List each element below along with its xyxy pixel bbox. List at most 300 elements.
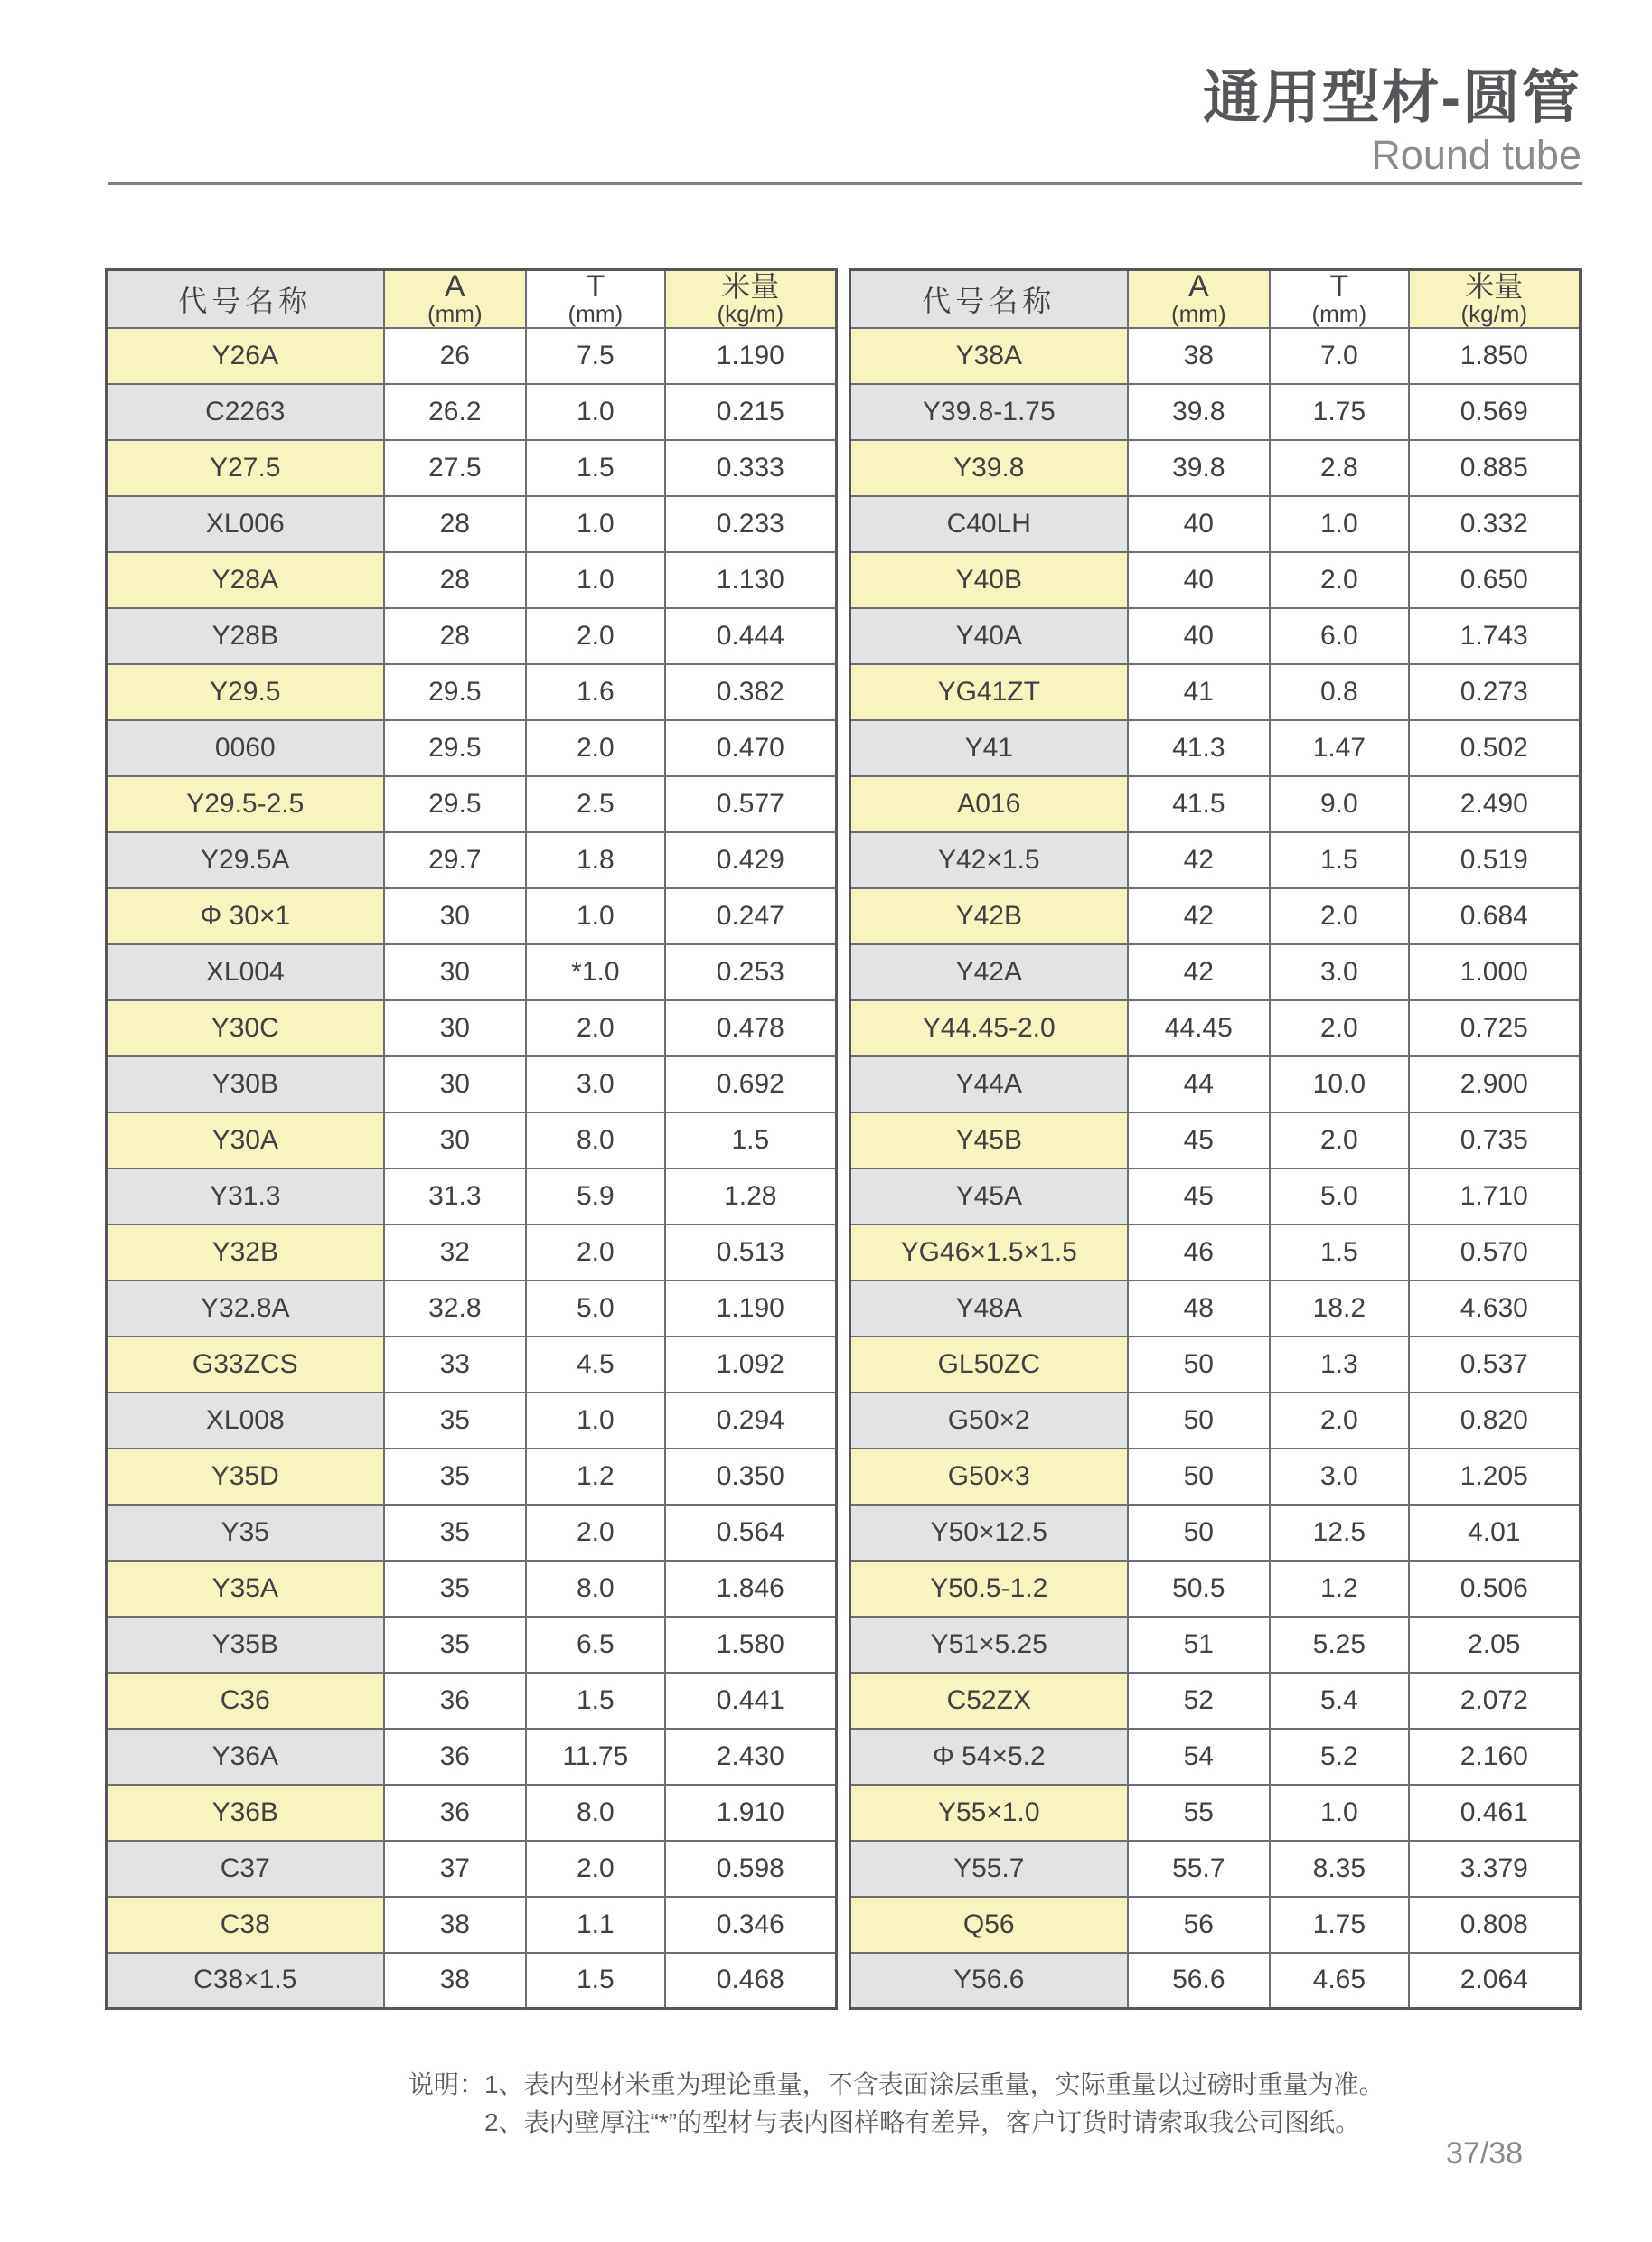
cell-t: 2.0 (1270, 1393, 1409, 1449)
table-header-row (850, 270, 1581, 328)
cell-t: 1.0 (526, 888, 665, 944)
cell-t: 1.5 (526, 1673, 665, 1729)
cell-t: 2.0 (526, 1224, 665, 1280)
cell-a: 30 (384, 1000, 527, 1056)
cell-t: 3.0 (526, 1056, 665, 1112)
cell-m: 0.215 (665, 384, 837, 440)
cell-a: 42 (1128, 832, 1271, 888)
cell-m: 1.28 (665, 1168, 837, 1224)
table-row (107, 1168, 837, 1224)
cell-t: 7.5 (526, 328, 665, 384)
cell-t: 8.0 (526, 1561, 665, 1617)
cell-m: 1.710 (1409, 1168, 1581, 1224)
cell-a: 50 (1128, 1393, 1271, 1449)
cell-m: 2.490 (1409, 776, 1581, 832)
cell-name: Y35 (107, 1505, 384, 1561)
cell-m: 0.564 (665, 1505, 837, 1561)
cell-a: 36 (384, 1785, 527, 1841)
cell-m: 0.468 (665, 1953, 837, 2009)
table-row (107, 1673, 837, 1729)
cell-m: 0.735 (1409, 1112, 1581, 1168)
cell-name: C52ZX (850, 1673, 1128, 1729)
column-header-name: 代号名称 (107, 270, 384, 328)
cell-name: Y35B (107, 1617, 384, 1673)
cell-name: YG46×1.5×1.5 (850, 1224, 1128, 1280)
cell-t: 5.0 (1270, 1168, 1409, 1224)
cell-m: 2.05 (1409, 1617, 1581, 1673)
cell-a: 32 (384, 1224, 527, 1280)
cell-name: Y45A (850, 1168, 1128, 1224)
cell-a: 39.8 (1128, 384, 1271, 440)
cell-a: 39.8 (1128, 440, 1271, 496)
cell-t: 7.0 (1270, 328, 1409, 384)
cell-m: 0.820 (1409, 1393, 1581, 1449)
cell-t: 3.0 (1270, 944, 1409, 1000)
header-divider (108, 182, 1582, 185)
cell-name: XL006 (107, 496, 384, 552)
cell-m: 0.470 (665, 720, 837, 776)
cell-m: 0.350 (665, 1449, 837, 1505)
cell-t: 5.9 (526, 1168, 665, 1224)
cell-t: 1.75 (1270, 384, 1409, 440)
table-row (850, 1505, 1581, 1561)
cell-m: 1.580 (665, 1617, 837, 1673)
cell-t: 1.5 (526, 440, 665, 496)
cell-m: 1.130 (665, 552, 837, 608)
cell-t: 2.0 (1270, 1112, 1409, 1168)
table-row (850, 1449, 1581, 1505)
cell-t: 6.0 (1270, 608, 1409, 664)
cell-name: Y39.8-1.75 (850, 384, 1128, 440)
cell-a: 50 (1128, 1505, 1271, 1561)
table-row (107, 384, 837, 440)
cell-name: Y30A (107, 1112, 384, 1168)
cell-a: 38 (384, 1897, 527, 1953)
cell-t: 2.0 (526, 608, 665, 664)
cell-t: 1.75 (1270, 1897, 1409, 1953)
cell-name: Q56 (850, 1897, 1128, 1953)
cell-name: Y48A (850, 1280, 1128, 1337)
table-row (850, 1056, 1581, 1112)
cell-t: 5.2 (1270, 1729, 1409, 1785)
table-row (107, 776, 837, 832)
cell-a: 41.3 (1128, 720, 1271, 776)
footnotes (408, 2066, 1384, 2142)
cell-m: 0.577 (665, 776, 837, 832)
cell-a: 50.5 (1128, 1561, 1271, 1617)
page-header (1203, 0, 1582, 177)
table-row (850, 1561, 1581, 1617)
cell-a: 36 (384, 1673, 527, 1729)
table-row (107, 664, 837, 720)
table-row (850, 832, 1581, 888)
table-row (107, 1449, 837, 1505)
cell-a: 30 (384, 944, 527, 1000)
cell-a: 41.5 (1128, 776, 1271, 832)
table-row (107, 1785, 837, 1841)
cell-m: 0.294 (665, 1393, 837, 1449)
cell-name: Y28B (107, 608, 384, 664)
cell-name: Y32.8A (107, 1280, 384, 1337)
cell-a: 35 (384, 1561, 527, 1617)
cell-m: 3.379 (1409, 1841, 1581, 1897)
table-row (850, 1000, 1581, 1056)
column-header-a: A (mm) (1128, 270, 1271, 328)
table-row (850, 384, 1581, 440)
cell-m: 0.333 (665, 440, 837, 496)
cell-t: 1.0 (526, 384, 665, 440)
cell-m: 4.630 (1409, 1280, 1581, 1337)
table-row (850, 1393, 1581, 1449)
cell-name: Y44.45-2.0 (850, 1000, 1128, 1056)
cell-a: 45 (1128, 1112, 1271, 1168)
cell-name: G33ZCS (107, 1337, 384, 1393)
cell-a: 32.8 (384, 1280, 527, 1337)
column-header-t: T (mm) (1270, 270, 1409, 328)
cell-a: 29.5 (384, 776, 527, 832)
table-row (850, 496, 1581, 552)
table-row (850, 1224, 1581, 1280)
table-row (850, 1280, 1581, 1337)
cell-t: 2.8 (1270, 440, 1409, 496)
cell-name: Y36B (107, 1785, 384, 1841)
spec-table-left (105, 268, 838, 2010)
cell-name: C2263 (107, 384, 384, 440)
cell-m: 0.506 (1409, 1561, 1581, 1617)
cell-a: 35 (384, 1393, 527, 1449)
table-row (850, 608, 1581, 664)
cell-m: 1.910 (665, 1785, 837, 1841)
cell-t: 2.0 (526, 1505, 665, 1561)
cell-name: Y50.5-1.2 (850, 1561, 1128, 1617)
cell-m: 2.900 (1409, 1056, 1581, 1112)
table-row (107, 1337, 837, 1393)
cell-m: 0.519 (1409, 832, 1581, 888)
cell-name: Y42A (850, 944, 1128, 1000)
cell-m: 1.000 (1409, 944, 1581, 1000)
cell-a: 30 (384, 888, 527, 944)
cell-m: 1.850 (1409, 328, 1581, 384)
table-row (107, 1056, 837, 1112)
cell-t: 0.8 (1270, 664, 1409, 720)
cell-a: 42 (1128, 888, 1271, 944)
cell-name: Φ 30×1 (107, 888, 384, 944)
cell-t: 2.0 (1270, 1000, 1409, 1056)
cell-name: Y30B (107, 1056, 384, 1112)
table-row (107, 944, 837, 1000)
cell-m: 0.502 (1409, 720, 1581, 776)
cell-a: 51 (1128, 1617, 1271, 1673)
table-row (107, 328, 837, 384)
cell-a: 44 (1128, 1056, 1271, 1112)
cell-m: 0.650 (1409, 552, 1581, 608)
spec-table-right (849, 268, 1582, 2010)
cell-m: 1.846 (665, 1561, 837, 1617)
cell-t: 1.2 (526, 1449, 665, 1505)
table-header-row (107, 270, 837, 328)
cell-a: 26.2 (384, 384, 527, 440)
cell-name: 0060 (107, 720, 384, 776)
footnote-1: 说明：1、表内型材米重为理论重量，不含表面涂层重量，实际重量以过磅时重量为准。 (408, 2070, 1384, 2098)
cell-name: C36 (107, 1673, 384, 1729)
cell-name: Y27.5 (107, 440, 384, 496)
cell-a: 45 (1128, 1168, 1271, 1224)
table-row (107, 1280, 837, 1337)
cell-t: 1.1 (526, 1897, 665, 1953)
table-row (850, 1673, 1581, 1729)
cell-t: 4.65 (1270, 1953, 1409, 2009)
cell-a: 40 (1128, 608, 1271, 664)
cell-name: Y30C (107, 1000, 384, 1056)
cell-name: Y31.3 (107, 1168, 384, 1224)
cell-m: 1.092 (665, 1337, 837, 1393)
cell-a: 50 (1128, 1449, 1271, 1505)
cell-m: 0.247 (665, 888, 837, 944)
cell-t: 1.0 (526, 496, 665, 552)
cell-a: 56 (1128, 1897, 1271, 1953)
cell-t: 1.0 (1270, 1785, 1409, 1841)
cell-t: 2.0 (1270, 888, 1409, 944)
cell-a: 55.7 (1128, 1841, 1271, 1897)
cell-a: 35 (384, 1617, 527, 1673)
cell-t: 2.0 (526, 1841, 665, 1897)
cell-m: 0.346 (665, 1897, 837, 1953)
table-row (850, 552, 1581, 608)
table-row (850, 1112, 1581, 1168)
cell-m: 0.513 (665, 1224, 837, 1280)
cell-t: 1.6 (526, 664, 665, 720)
cell-a: 28 (384, 552, 527, 608)
cell-a: 35 (384, 1449, 527, 1505)
cell-m: 2.160 (1409, 1729, 1581, 1785)
column-header-weight: 米量 (kg/m) (665, 270, 837, 328)
spec-tables (105, 268, 1582, 2010)
cell-name: Y35A (107, 1561, 384, 1617)
cell-t: 1.0 (526, 552, 665, 608)
table-row (850, 328, 1581, 384)
table-row (850, 1168, 1581, 1224)
table-row (107, 608, 837, 664)
cell-a: 38 (384, 1953, 527, 2009)
cell-a: 50 (1128, 1337, 1271, 1393)
cell-m: 0.444 (665, 608, 837, 664)
cell-a: 55 (1128, 1785, 1271, 1841)
table-row (107, 1224, 837, 1280)
cell-t: 12.5 (1270, 1505, 1409, 1561)
cell-name: Y51×5.25 (850, 1617, 1128, 1673)
table-row (850, 1785, 1581, 1841)
table-row (107, 1841, 837, 1897)
cell-a: 30 (384, 1112, 527, 1168)
cell-m: 0.429 (665, 832, 837, 888)
table-row (107, 1505, 837, 1561)
cell-name: C37 (107, 1841, 384, 1897)
cell-m: 1.190 (665, 328, 837, 384)
cell-t: 1.0 (1270, 496, 1409, 552)
cell-name: Y42B (850, 888, 1128, 944)
table-row (850, 944, 1581, 1000)
page-title: 通用型材-圆管 (1202, 65, 1582, 130)
cell-name: Y35D (107, 1449, 384, 1505)
cell-t: 6.5 (526, 1617, 665, 1673)
cell-t: 1.0 (526, 1393, 665, 1449)
cell-a: 36 (384, 1729, 527, 1785)
cell-t: 18.2 (1270, 1280, 1409, 1337)
cell-a: 26 (384, 328, 527, 384)
cell-m: 2.064 (1409, 1953, 1581, 2009)
cell-name: XL004 (107, 944, 384, 1000)
cell-t: 10.0 (1270, 1056, 1409, 1112)
cell-m: 0.233 (665, 496, 837, 552)
cell-m: 0.692 (665, 1056, 837, 1112)
cell-m: 2.072 (1409, 1673, 1581, 1729)
table-row (107, 1561, 837, 1617)
cell-name: Y40B (850, 552, 1128, 608)
cell-a: 28 (384, 608, 527, 664)
cell-a: 41 (1128, 664, 1271, 720)
cell-t: 8.0 (526, 1785, 665, 1841)
cell-m: 0.569 (1409, 384, 1581, 440)
cell-a: 37 (384, 1841, 527, 1897)
cell-name: Y39.8 (850, 440, 1128, 496)
cell-name: YG41ZT (850, 664, 1128, 720)
cell-name: Y29.5-2.5 (107, 776, 384, 832)
cell-a: 40 (1128, 552, 1271, 608)
cell-m: 0.332 (1409, 496, 1581, 552)
cell-t: 9.0 (1270, 776, 1409, 832)
cell-m: 0.537 (1409, 1337, 1581, 1393)
cell-m: 0.441 (665, 1673, 837, 1729)
column-header-name: 代号名称 (850, 270, 1128, 328)
table-row (850, 1337, 1581, 1393)
footnote-2: 2、表内壁厚注“*”的型材与表内图样略有差异，客户订货时请索取我公司图纸。 (484, 2108, 1361, 2136)
cell-m: 4.01 (1409, 1505, 1581, 1561)
cell-t: 1.2 (1270, 1561, 1409, 1617)
cell-a: 33 (384, 1337, 527, 1393)
cell-a: 31.3 (384, 1168, 527, 1224)
cell-t: 1.5 (1270, 832, 1409, 888)
cell-t: 2.0 (1270, 552, 1409, 608)
cell-m: 0.253 (665, 944, 837, 1000)
cell-a: 46 (1128, 1224, 1271, 1280)
cell-m: 1.5 (665, 1112, 837, 1168)
cell-t: 5.25 (1270, 1617, 1409, 1673)
cell-name: Y38A (850, 328, 1128, 384)
cell-name: XL008 (107, 1393, 384, 1449)
table-row (107, 552, 837, 608)
table-row (107, 720, 837, 776)
table-row (850, 1841, 1581, 1897)
cell-a: 29.7 (384, 832, 527, 888)
cell-m: 1.205 (1409, 1449, 1581, 1505)
cell-name: Y40A (850, 608, 1128, 664)
table-row (850, 888, 1581, 944)
cell-a: 29.5 (384, 720, 527, 776)
cell-t: 1.3 (1270, 1337, 1409, 1393)
table-row (850, 1617, 1581, 1673)
cell-a: 44.45 (1128, 1000, 1271, 1056)
column-header-t: T (mm) (526, 270, 665, 328)
cell-t: 8.0 (526, 1112, 665, 1168)
page-number: 37/38 (1446, 2136, 1524, 2171)
cell-a: 54 (1128, 1729, 1271, 1785)
cell-a: 29.5 (384, 664, 527, 720)
cell-name: Y26A (107, 328, 384, 384)
cell-name: C40LH (850, 496, 1128, 552)
cell-name: Y56.6 (850, 1953, 1128, 2009)
cell-m: 0.570 (1409, 1224, 1581, 1280)
cell-name: Φ 54×5.2 (850, 1729, 1128, 1785)
table-row (850, 1729, 1581, 1785)
cell-a: 38 (1128, 328, 1271, 384)
cell-t: 1.8 (526, 832, 665, 888)
cell-t: 4.5 (526, 1337, 665, 1393)
cell-name: C38×1.5 (107, 1953, 384, 2009)
table-row (850, 1897, 1581, 1953)
cell-m: 0.598 (665, 1841, 837, 1897)
cell-name: Y41 (850, 720, 1128, 776)
page-subtitle: Round tube (1371, 132, 1582, 178)
cell-t: 5.0 (526, 1280, 665, 1337)
cell-name: Y55×1.0 (850, 1785, 1128, 1841)
table-row (107, 1393, 837, 1449)
cell-m: 0.273 (1409, 664, 1581, 720)
cell-a: 48 (1128, 1280, 1271, 1337)
cell-t: 2.5 (526, 776, 665, 832)
cell-a: 56.6 (1128, 1953, 1271, 2009)
cell-m: 1.743 (1409, 608, 1581, 664)
cell-name: Y45B (850, 1112, 1128, 1168)
cell-m: 0.885 (1409, 440, 1581, 496)
table-row (850, 720, 1581, 776)
cell-name: Y55.7 (850, 1841, 1128, 1897)
cell-a: 30 (384, 1056, 527, 1112)
table-row (107, 496, 837, 552)
cell-m: 2.430 (665, 1729, 837, 1785)
cell-t: *1.0 (526, 944, 665, 1000)
cell-name: G50×3 (850, 1449, 1128, 1505)
cell-name: Y50×12.5 (850, 1505, 1128, 1561)
cell-t: 5.4 (1270, 1673, 1409, 1729)
table-row (107, 1617, 837, 1673)
table-row (107, 1729, 837, 1785)
cell-t: 2.0 (526, 720, 665, 776)
cell-t: 1.47 (1270, 720, 1409, 776)
cell-name: A016 (850, 776, 1128, 832)
cell-name: G50×2 (850, 1393, 1128, 1449)
cell-a: 28 (384, 496, 527, 552)
column-header-weight: 米量 (kg/m) (1409, 270, 1581, 328)
cell-name: Y32B (107, 1224, 384, 1280)
table-row (850, 440, 1581, 496)
cell-t: 2.0 (526, 1000, 665, 1056)
cell-m: 0.478 (665, 1000, 837, 1056)
table-row (107, 1897, 837, 1953)
cell-m: 0.461 (1409, 1785, 1581, 1841)
cell-name: C38 (107, 1897, 384, 1953)
cell-name: Y29.5A (107, 832, 384, 888)
cell-name: Y36A (107, 1729, 384, 1785)
table-row (107, 1112, 837, 1168)
table-row (850, 776, 1581, 832)
cell-name: Y42×1.5 (850, 832, 1128, 888)
cell-t: 8.35 (1270, 1841, 1409, 1897)
table-row (107, 440, 837, 496)
cell-m: 1.190 (665, 1280, 837, 1337)
cell-name: Y28A (107, 552, 384, 608)
cell-m: 0.725 (1409, 1000, 1581, 1056)
cell-t: 1.5 (526, 1953, 665, 2009)
